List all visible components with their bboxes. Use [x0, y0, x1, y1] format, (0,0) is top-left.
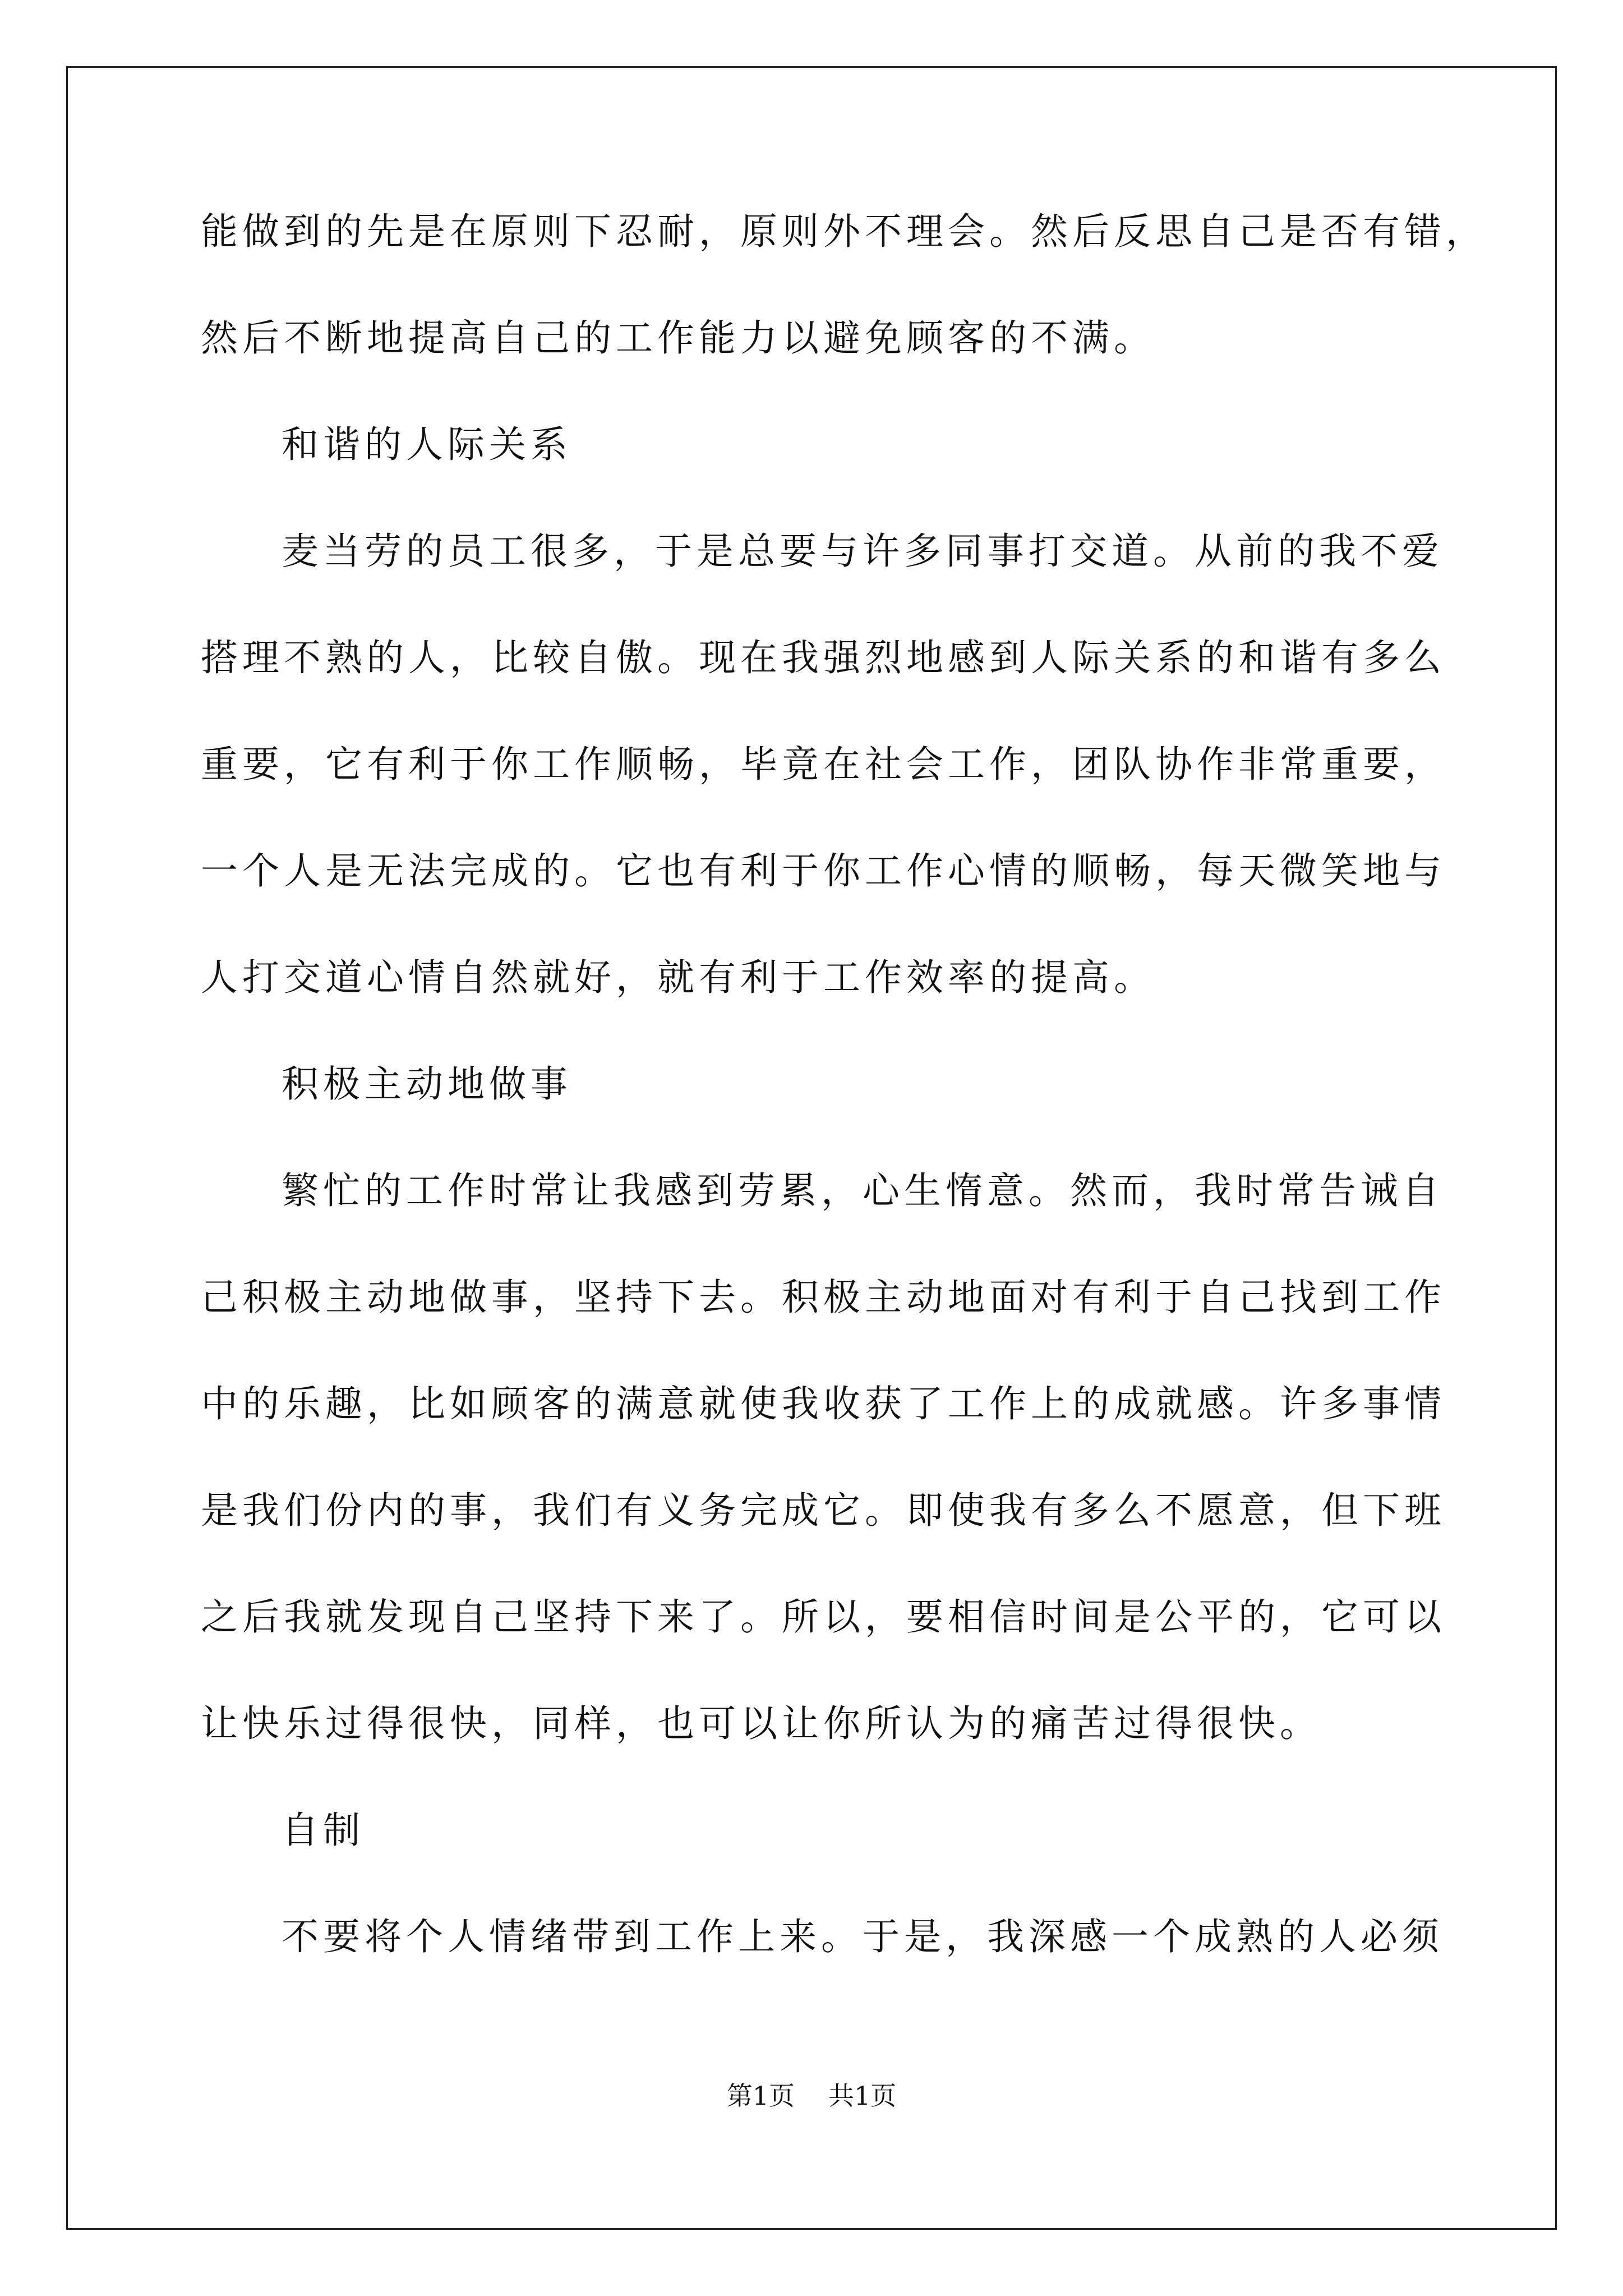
text-line: 搭理不熟的人，比较自傲。现在我强烈地感到人际关系的和谐有多么 [201, 636, 1446, 679]
page-number: 第1页 [726, 2081, 795, 2111]
paragraph-start: 麦当劳的员工很多，于是总要与许多同事打交道。从前的我不爱 [282, 530, 1444, 573]
text-line: 中的乐趣，比如顾客的满意就使我收获了工作上的成就感。许多事情 [201, 1382, 1446, 1425]
text-line: 然后不断地提高自己的工作能力以避免顾客的不满。 [201, 316, 1155, 360]
text-line: 己积极主动地做事，坚持下去。积极主动地面对有利于自己找到工作 [201, 1276, 1446, 1319]
page-border [66, 66, 1557, 2230]
page-footer [0, 2083, 1623, 2109]
text-line: 是我们份内的事，我们有义务完成它。即使我有多么不愿意，但下班 [201, 1489, 1446, 1532]
text-line: 能做到的先是在原则下忍耐，原则外不理会。然后反思自己是否有错， [201, 210, 1487, 253]
section-heading: 积极主动地做事 [282, 1062, 572, 1106]
text-line: 人打交道心情自然就好，就有利于工作效率的提高。 [201, 956, 1155, 999]
text-line: 让快乐过得很快，同样，也可以让你所认为的痛苦过得很快。 [201, 1702, 1321, 1745]
text-line: 之后我就发现自己坚持下来了。所以，要相信时间是公平的，它可以 [201, 1595, 1446, 1639]
section-heading: 自制 [282, 1809, 365, 1852]
section-heading: 和谐的人际关系 [282, 423, 572, 466]
text-line: 一个人是无法完成的。它也有利于你工作心情的顺畅，每天微笑地与 [201, 849, 1446, 892]
text-line: 重要，它有利于你工作顺畅，毕竟在社会工作，团队协作非常重要， [201, 743, 1446, 786]
paragraph-start: 繁忙的工作时常让我感到劳累，心生惰意。然而，我时常告诫自 [282, 1169, 1444, 1212]
paragraph-start: 不要将个人情绪带到工作上来。于是，我深感一个成熟的人必须 [282, 1915, 1444, 1958]
page-count: 共1页 [828, 2081, 897, 2111]
